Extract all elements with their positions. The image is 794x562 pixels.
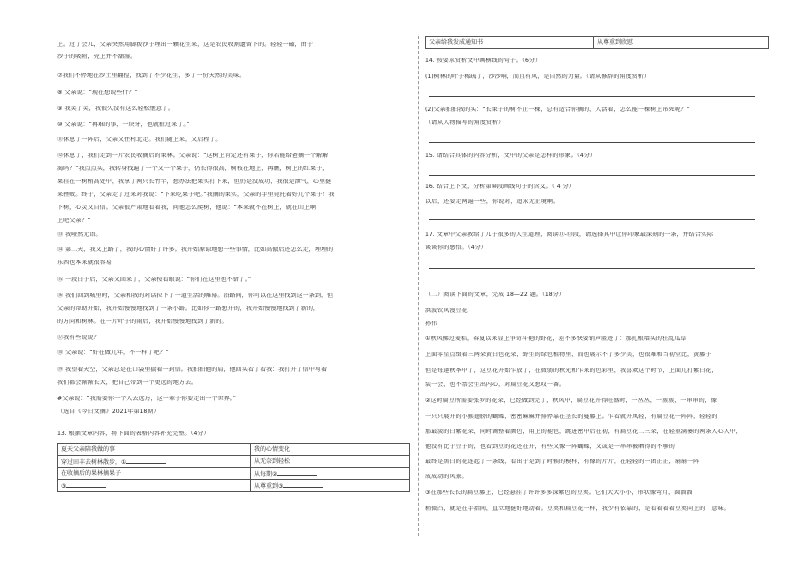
text-line: 父亲的帮助开始，我开始慢慢地找到了一条小路。比如你一路想开的，我开始慢慢地找到了新的， xyxy=(57,306,320,312)
article-line: ②这时扁豆所需要张罗的花朵，已经做到完了，秋风中，扁豆花开得旺盛时，一丛丛，一簇簇，一串串的，像 xyxy=(425,398,717,404)
table-row xyxy=(58,456,410,468)
text-line: ⑩ 父亲说：“再难的事，一块牙，也就扯过来了。” xyxy=(57,122,190,128)
text-line: ⑱ 父亲说：“好在做几年，不一样了吧？” xyxy=(57,350,169,356)
article-line: ③在那些长长的扁豆藤上，已经悬挂了许许多多深紫色的豆荚。它们大大小小，形状像弯月，圆溜溜 xyxy=(425,490,693,496)
table-cell: 从每期② xyxy=(254,471,278,478)
text-line: ⑯ 我们回到城里时，父亲和我的对话拉下了一道生活的帷幕。沿路间，你可以在这里找到这一条到，但 xyxy=(57,293,334,299)
article-line: 成成动的风景。 xyxy=(425,474,468,480)
text-line: 下树，心灵又自信。父亲很严肃地看着我，问他怎么爬树，他说：“本来就不在树上，就在山上啊 xyxy=(57,205,317,211)
table-row xyxy=(58,468,410,480)
answer-line[interactable] xyxy=(429,142,755,143)
article-line: 那最淡的白紫花朵，同时调整着颜色，用上的褪色，跳进密中后在初，有扁豆花二三朵，在轻重满篓的两条人心人中， xyxy=(425,429,742,435)
section-heading: （二）阅读下面的文章，完成 18—22 题。（18分） xyxy=(425,292,565,298)
article-line: 他没有比于豆子的，也看到豆的花还在开，有些又像一阵蝴蝶，又或是一串串被晒得的不够的 xyxy=(425,444,675,450)
table-cell: 父亲给我发成通知书 xyxy=(426,37,594,49)
text-line: ⑰我有些说说？ xyxy=(57,335,100,341)
text-line: 上吧父亲？” xyxy=(57,218,91,224)
text-line: ⑦我们不停地在沙土里翻捡，找到了不少花生，多了一份天然的美味。 xyxy=(57,73,246,79)
article-line: 装一会，也不禁会生出内心，对扁豆花又想叹一番。 xyxy=(425,382,566,388)
question-14-2-hint: （请从人物描写的角度赏析） xyxy=(425,120,505,126)
text-line: ⑬ 我哑然无语。 xyxy=(57,232,102,238)
question-14-2: (2)父亲拍拍我的头：“长果子的树不止一棵，总有适合你摘的，人活着，怎么能一棵树上吊死呢？” xyxy=(425,107,690,113)
answer-line[interactable] xyxy=(429,268,755,269)
text-line: 渴吗？”我点点头，我转身找遍了一个又一个果子，仍长得很高，树枝在地上，再瞧，树上的红果子， xyxy=(57,166,329,172)
answer-blank[interactable] xyxy=(277,469,317,476)
text-line: ⑪休息了一阵后，父亲又往村北走。我们随上来，又启程了。 xyxy=(57,137,222,143)
article-line: 最终是黑白的花连起了一条线，看出于是到了时候的模样，有像的片片，在轻轻的一团正正，扇扇一阵 xyxy=(425,459,700,465)
table-header: 我的心情变化 xyxy=(251,444,410,456)
text-line: ⑧ 父亲说：“现在想说些什？” xyxy=(57,90,138,96)
text-line: ⑮ 一段日子后，父亲又回来了，父亲按看眼说：“你们在这里也不错了。” xyxy=(57,277,252,283)
table-row xyxy=(58,480,410,492)
table-cell: 从尊重到③ xyxy=(254,483,284,490)
table-row xyxy=(426,37,769,49)
text-line: ⑲ 我望着天空，父亲总是在口袋里揣着一封信。我拍拍他的肩，他回头看了看我：我打开了信中写着 xyxy=(57,367,328,373)
continued-table xyxy=(425,36,769,49)
article-line: 上面零星点缀着三两朵黄白色花朵，野生的绿色植物里，而也展示不了多少美，也很难和当初堂比，黄藤子 xyxy=(425,352,712,358)
source-line: （选自《今日文摘》2021年第18期） xyxy=(57,409,160,415)
article-author: 孙伟 xyxy=(425,321,438,327)
answer-blank[interactable] xyxy=(283,481,323,488)
question-16-quote: 以后，还要走两遍一些，你说对，追求无止境啊。 xyxy=(425,199,560,205)
article-line: ①秋风拂过麦秸，春夏以来显上争奇斗艳的野花，差不多快要销声匿迹了：那扎根墙头的狂乱瓜草 xyxy=(425,336,687,342)
answer-blank[interactable] xyxy=(66,481,106,488)
text-line: ⑫休息了，我们走到一片农民收摘后的果林。父亲说：“这树上肯定还有果子，你若能给爸摘一个解解 xyxy=(57,153,329,159)
answer-line[interactable] xyxy=(429,175,755,176)
table-header-row xyxy=(58,444,410,456)
question-15: 15. 请结合具体的内容分析，文中的父亲是怎样的形象。（4分） xyxy=(425,153,596,159)
table-cell: 从无奈到轻松 xyxy=(251,456,410,468)
question-13: 13. 根据文章内容，将下面的表格内容补充完整。（4分） xyxy=(57,431,210,437)
article-title: 洪波钦风漫豆花 xyxy=(425,308,468,314)
text-line: 东西也本来就很容易 xyxy=(57,260,112,266)
answer-blank[interactable] xyxy=(126,457,166,464)
question-17-cont: 谈谈你的感悟。（4分） xyxy=(425,245,487,251)
article-line: 稍微凸，就是在手指间，直立地挺好地动着。豆荚和扁豆花一样，我少有依靠的，是看着着着豆荚向上的 意味。 xyxy=(425,506,730,512)
question-16: 16. 结合上下文，分析第⑩段画线句子的含义。（ 4 分） xyxy=(425,184,575,190)
question-17: 17. 文章中父亲教给了儿子很多的人生道理，阅读⑪-⑬段，请选择其中让你印象最深刻的一条，并结合实际 xyxy=(425,232,714,238)
text-line: 上。过了会儿，父亲突然用脚拨沙子埋出一颗花生来，这是农民收割遗留下的。轻轻一磕，由于 xyxy=(57,42,313,48)
text-line: 的方向和树林。在一片叶子的雨后，我开始慢慢地找到了新的。 xyxy=(57,319,228,325)
article-line: 但是每逢秋季中了，这豆花开始乍放了，在微弱的秋光和乍来的色彩里，我喜欢这个时节，上面几打紫白花， xyxy=(425,368,718,374)
column-divider xyxy=(418,36,419,536)
text-line: 沙子的吸附，壳上并不潮湿。 xyxy=(57,54,137,60)
question-14-1: (1)树林的叶子稀疏了，沙沙响，而且有风，是自然的力量。（请从修辞的角度赏析） xyxy=(425,74,650,80)
question-14: 14. 按要求赏析文中画横线的句子。（6分） xyxy=(425,58,542,64)
table-header: 夏天父亲陪我做的事 xyxy=(58,444,251,456)
answer-table xyxy=(57,443,410,492)
table-cell: 从尊重到欣慰 xyxy=(594,37,769,49)
table-cell: 穿过田丰去树林散步，① xyxy=(61,459,127,466)
answer-line[interactable] xyxy=(429,96,755,97)
article-line: 一只只展开的小猴翅膀的蝴蝶，密密麻麻并排停靠在茎长的蔓藤上。乍看就开凤轻，有扁豆花一阵阵，轻轻的 xyxy=(425,414,718,420)
text-line: #父亲说：“我需要你一个人去远方，这一辈子你要走出一个世界。” xyxy=(57,396,236,402)
text-line: 果挂在一树梢高处中，我拿了两只长竹竿，想办法把果实打下来，但仍是没成功，我很是泄气，心里挺 xyxy=(57,179,332,185)
text-line: ⑨ 我笑了笑，我很久没有这么轻松惬意了。 xyxy=(57,106,175,112)
text-line: ⑭ 第二天，我又上路了，我的心情好了许多。我开始原谅地想一些事情，比如高傲后还怎么走，埋埋的 xyxy=(57,247,334,253)
table-cell: 在收摘后的果林摘果子 xyxy=(58,468,251,480)
text-line: 我们都会渐渐长大，把自己带到一个更远的地方去。 xyxy=(57,380,198,386)
table-cell: ③ xyxy=(61,483,67,490)
text-line: 来挫败。终于，父亲走了过来对我说：“下来吃果子吧。”我摘的果实，父亲的手里竟托着好几个果子！我 xyxy=(57,192,335,198)
answer-line[interactable] xyxy=(429,219,755,220)
